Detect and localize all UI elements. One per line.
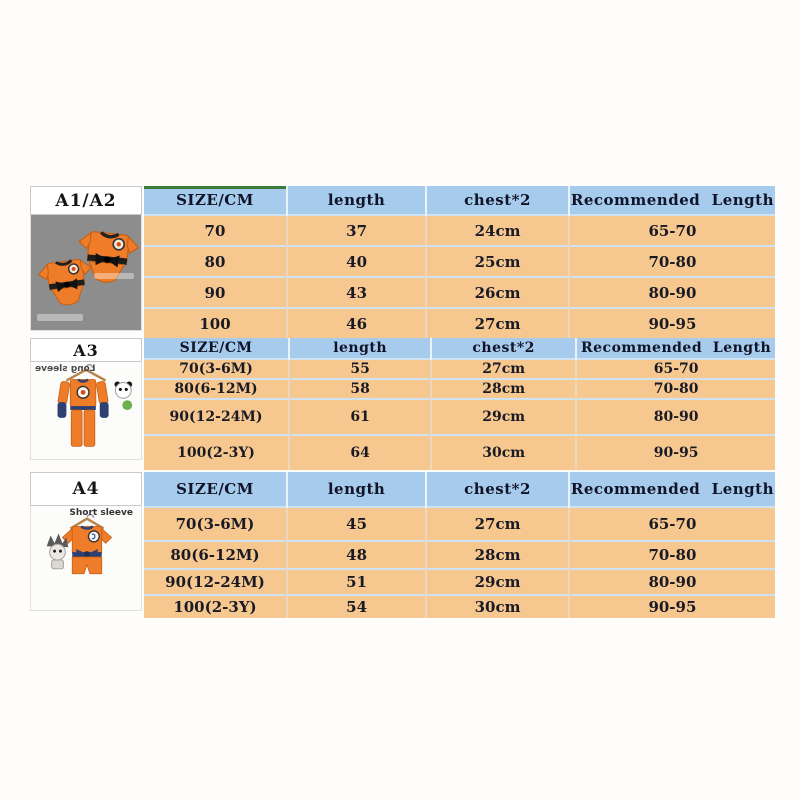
section-label-a3: A3 [30, 338, 142, 362]
table-cell: 30cm [426, 595, 569, 618]
section-a3-left [30, 338, 142, 460]
size-table-a3 [144, 338, 775, 470]
table-cell: 24cm [426, 215, 569, 246]
table-cell: 25cm [426, 246, 569, 277]
table-row [144, 541, 775, 569]
table-row [144, 399, 775, 435]
table-row [144, 215, 775, 246]
table-cell: 80-90 [576, 399, 775, 435]
table-cell: 80-90 [569, 277, 775, 308]
table-cell: 45 [287, 507, 426, 541]
table-cell: 43 [287, 277, 426, 308]
section-a1a2 [30, 186, 775, 338]
table-row [144, 569, 775, 595]
table-cell: 65-70 [576, 359, 775, 379]
table-cell: 100(2-3Y) [144, 435, 289, 470]
table-cell: 28cm [431, 379, 576, 399]
column-header: SIZE/CM [144, 472, 287, 507]
table-cell: 51 [287, 569, 426, 595]
table-cell: 90-95 [576, 435, 775, 470]
table-row [144, 277, 775, 308]
table-cell: 26cm [426, 277, 569, 308]
watermark [37, 314, 83, 321]
table-cell: 100 [144, 308, 287, 338]
table-cell: 70(3-6M) [144, 359, 289, 379]
photo-caption-short-sleeve: Short sleeve [69, 508, 133, 518]
table-cell: 90-95 [569, 308, 775, 338]
section-a1a2-left [30, 186, 142, 331]
table-cell: 65-70 [569, 215, 775, 246]
column-header: length [289, 338, 431, 359]
table-cell: 30cm [431, 435, 576, 470]
table-cell: 80 [144, 246, 287, 277]
section-a4-left [30, 472, 142, 611]
column-header: length [287, 472, 426, 507]
table-cell: 70-80 [569, 246, 775, 277]
table-cell: 65-70 [569, 507, 775, 541]
section-a4 [30, 472, 775, 618]
table-cell: 61 [289, 399, 431, 435]
table-cell: 70 [144, 215, 287, 246]
long-sleeve-suit-illustration [31, 362, 141, 459]
table-cell: 70-80 [569, 541, 775, 569]
product-photo-a3 [30, 362, 142, 460]
table-cell: 100(2-3Y) [144, 595, 287, 618]
photo-caption-long-sleeve: Long sleeve [35, 364, 96, 374]
section-label-a4: A4 [30, 472, 142, 506]
table-cell: 80(6-12M) [144, 541, 287, 569]
table-cell: 27cm [431, 359, 576, 379]
size-table-a4 [144, 472, 775, 618]
column-header: Recommended Length [569, 472, 775, 507]
size-table-a1a2 [144, 186, 775, 338]
table-cell: 80(6-12M) [144, 379, 289, 399]
table-cell: 80-90 [569, 569, 775, 595]
table-cell: 90(12-24M) [144, 399, 289, 435]
column-header: Recommended Length [569, 186, 775, 215]
watermark [94, 273, 134, 279]
column-header: Recommended Length [576, 338, 775, 359]
chest-emblem-icon [88, 531, 99, 542]
table-cell: 28cm [426, 541, 569, 569]
table-row [144, 308, 775, 338]
section-a3 [30, 338, 775, 470]
table-cell: 48 [287, 541, 426, 569]
table-cell: 90(12-24M) [144, 569, 287, 595]
table-cell: 54 [287, 595, 426, 618]
table-row [144, 379, 775, 399]
table-cell: 70(3-6M) [144, 507, 287, 541]
table-cell: 29cm [431, 399, 576, 435]
column-header: SIZE/CM [144, 186, 287, 215]
header-row [144, 338, 775, 359]
table-cell: 90-95 [569, 595, 775, 618]
column-header: chest*2 [426, 186, 569, 215]
column-header: chest*2 [431, 338, 576, 359]
table-cell: 27cm [426, 507, 569, 541]
column-header: SIZE/CM [144, 338, 289, 359]
table-cell: 90 [144, 277, 287, 308]
table-cell: 64 [289, 435, 431, 470]
table-cell: 70-80 [576, 379, 775, 399]
column-header: chest*2 [426, 472, 569, 507]
table-row [144, 507, 775, 541]
column-header: length [287, 186, 426, 215]
table-row [144, 359, 775, 379]
table-cell: 46 [287, 308, 426, 338]
table-cell: 55 [289, 359, 431, 379]
table-row [144, 435, 775, 470]
table-cell: 40 [287, 246, 426, 277]
short-sleeve-romper-illustration [31, 506, 141, 610]
table-cell: 27cm [426, 308, 569, 338]
table-row [144, 595, 775, 618]
header-row [144, 186, 775, 215]
product-photo-a4 [30, 506, 142, 611]
header-row [144, 472, 775, 507]
table-row [144, 246, 775, 277]
panda-plush-icon [114, 382, 132, 410]
product-photo-a1a2 [30, 215, 142, 331]
size-chart [30, 186, 775, 618]
table-cell: 29cm [426, 569, 569, 595]
table-cell: 37 [287, 215, 426, 246]
table-cell: 58 [289, 379, 431, 399]
section-label-a1a2: A1/A2 [30, 186, 142, 215]
